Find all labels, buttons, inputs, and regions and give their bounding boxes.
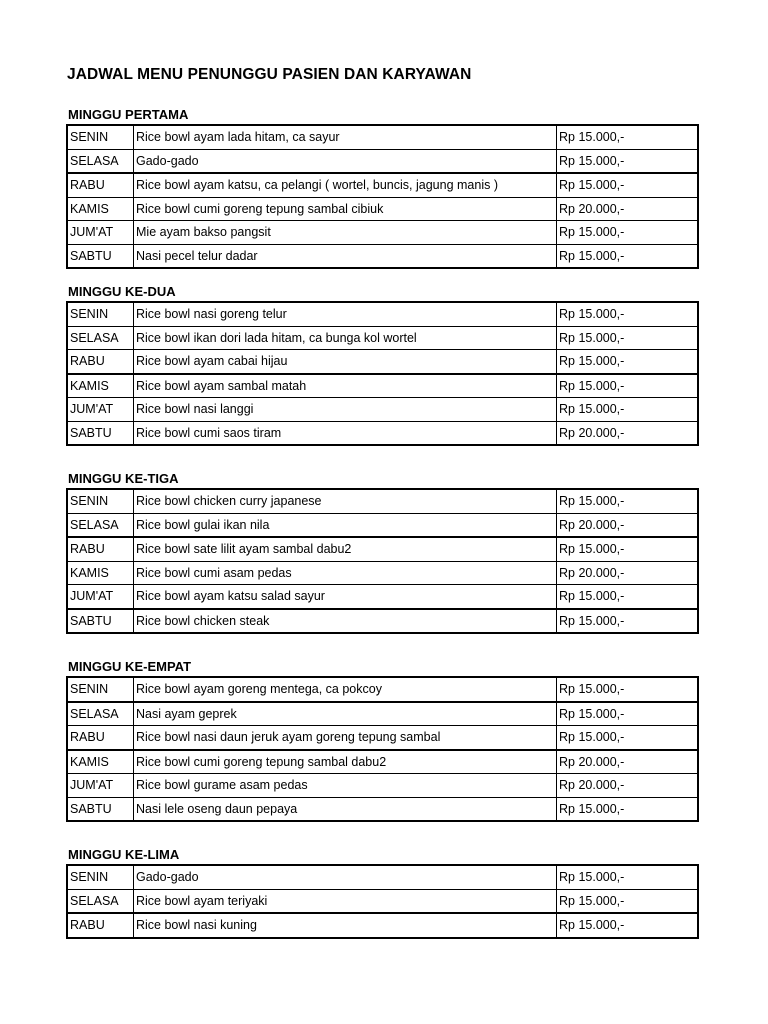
day-cell: KAMIS xyxy=(67,197,134,221)
table-row xyxy=(67,774,698,798)
day-cell: SELASA xyxy=(67,513,134,537)
price-cell: Rp 20.000,- xyxy=(557,197,699,221)
menu-table xyxy=(66,124,699,269)
table-row xyxy=(67,374,698,398)
price-cell: Rp 15.000,- xyxy=(557,609,699,634)
menu-cell: Nasi lele oseng daun pepaya xyxy=(134,797,557,821)
table-row xyxy=(67,125,698,149)
menu-table xyxy=(66,864,699,939)
price-cell: Rp 15.000,- xyxy=(557,913,699,938)
price-cell: Rp 15.000,- xyxy=(557,221,699,245)
day-cell: SELASA xyxy=(67,889,134,913)
price-cell: Rp 15.000,- xyxy=(557,677,699,702)
menu-cell: Rice bowl cumi goreng tepung sambal cibiuk xyxy=(134,197,557,221)
day-cell: JUM'AT xyxy=(67,398,134,422)
table-row xyxy=(67,513,698,537)
price-cell: Rp 15.000,- xyxy=(557,726,699,750)
table-row xyxy=(67,326,698,350)
menu-cell: Gado-gado xyxy=(134,149,557,173)
day-cell: SELASA xyxy=(67,326,134,350)
table-row xyxy=(67,702,698,726)
price-cell: Rp 20.000,- xyxy=(557,774,699,798)
day-cell: KAMIS xyxy=(67,750,134,774)
menu-cell: Nasi pecel telur dadar xyxy=(134,244,557,268)
menu-cell: Rice bowl cumi saos tiram xyxy=(134,421,557,445)
price-cell: Rp 15.000,- xyxy=(557,889,699,913)
table-row xyxy=(67,537,698,561)
menu-cell: Rice bowl ayam goreng mentega, ca pokcoy xyxy=(134,677,557,702)
day-cell: SENIN xyxy=(67,489,134,513)
price-cell: Rp 15.000,- xyxy=(557,350,699,374)
day-cell: SENIN xyxy=(67,677,134,702)
price-cell: Rp 15.000,- xyxy=(557,797,699,821)
price-cell: Rp 15.000,- xyxy=(557,489,699,513)
day-cell: JUM'AT xyxy=(67,221,134,245)
week-section xyxy=(66,283,698,446)
table-row xyxy=(67,244,698,268)
menu-cell: Rice bowl nasi daun jeruk ayam goreng tepung sambal xyxy=(134,726,557,750)
menu-cell: Rice bowl nasi kuning xyxy=(134,913,557,938)
table-row xyxy=(67,750,698,774)
day-cell: KAMIS xyxy=(67,561,134,585)
day-cell: RABU xyxy=(67,350,134,374)
price-cell: Rp 15.000,- xyxy=(557,374,699,398)
table-row xyxy=(67,726,698,750)
day-cell: SENIN xyxy=(67,865,134,889)
menu-cell: Rice bowl cumi asam pedas xyxy=(134,561,557,585)
menu-table xyxy=(66,488,699,634)
price-cell: Rp 15.000,- xyxy=(557,326,699,350)
document-title: JADWAL MENU PENUNGGU PASIEN DAN KARYAWAN xyxy=(67,66,472,83)
price-cell: Rp 15.000,- xyxy=(557,244,699,268)
week-section xyxy=(66,470,698,634)
price-cell: Rp 15.000,- xyxy=(557,702,699,726)
table-row xyxy=(67,489,698,513)
menu-cell: Rice bowl chicken steak xyxy=(134,609,557,634)
menu-table xyxy=(66,301,699,446)
table-row xyxy=(67,149,698,173)
table-row xyxy=(67,889,698,913)
week-title: MINGGU KE-LIMA xyxy=(68,847,180,862)
table-row xyxy=(67,421,698,445)
price-cell: Rp 20.000,- xyxy=(557,561,699,585)
table-row xyxy=(67,173,698,197)
day-cell: RABU xyxy=(67,726,134,750)
day-cell: SENIN xyxy=(67,302,134,326)
day-cell: SENIN xyxy=(67,125,134,149)
price-cell: Rp 15.000,- xyxy=(557,125,699,149)
day-cell: RABU xyxy=(67,173,134,197)
day-cell: JUM'AT xyxy=(67,774,134,798)
menu-cell: Mie ayam bakso pangsit xyxy=(134,221,557,245)
price-cell: Rp 15.000,- xyxy=(557,149,699,173)
week-section xyxy=(66,106,698,269)
table-row xyxy=(67,350,698,374)
menu-cell: Rice bowl sate lilit ayam sambal dabu2 xyxy=(134,537,557,561)
table-row xyxy=(67,561,698,585)
day-cell: SABTU xyxy=(67,244,134,268)
menu-cell: Rice bowl nasi goreng telur xyxy=(134,302,557,326)
menu-cell: Rice bowl nasi langgi xyxy=(134,398,557,422)
menu-cell: Rice bowl chicken curry japanese xyxy=(134,489,557,513)
day-cell: RABU xyxy=(67,537,134,561)
table-row xyxy=(67,609,698,634)
table-row xyxy=(67,865,698,889)
menu-table xyxy=(66,676,699,822)
week-title: MINGGU KE-DUA xyxy=(68,284,176,299)
table-row xyxy=(67,302,698,326)
menu-cell: Rice bowl ayam sambal matah xyxy=(134,374,557,398)
menu-cell: Rice bowl gulai ikan nila xyxy=(134,513,557,537)
table-row xyxy=(67,677,698,702)
price-cell: Rp 20.000,- xyxy=(557,513,699,537)
day-cell: KAMIS xyxy=(67,374,134,398)
table-row xyxy=(67,197,698,221)
price-cell: Rp 20.000,- xyxy=(557,421,699,445)
week-title: MINGGU KE-EMPAT xyxy=(68,659,192,674)
price-cell: Rp 15.000,- xyxy=(557,398,699,422)
table-row xyxy=(67,913,698,938)
menu-cell: Nasi ayam geprek xyxy=(134,702,557,726)
day-cell: SABTU xyxy=(67,797,134,821)
menu-cell: Rice bowl ayam katsu salad sayur xyxy=(134,585,557,609)
table-row xyxy=(67,221,698,245)
price-cell: Rp 15.000,- xyxy=(557,585,699,609)
table-row xyxy=(67,797,698,821)
day-cell: RABU xyxy=(67,913,134,938)
week-section xyxy=(66,658,698,822)
week-section xyxy=(66,846,698,939)
menu-cell: Rice bowl ayam cabai hijau xyxy=(134,350,557,374)
menu-cell: Rice bowl cumi goreng tepung sambal dabu2 xyxy=(134,750,557,774)
price-cell: Rp 15.000,- xyxy=(557,173,699,197)
day-cell: SABTU xyxy=(67,609,134,634)
menu-cell: Rice bowl ikan dori lada hitam, ca bunga kol wortel xyxy=(134,326,557,350)
table-row xyxy=(67,398,698,422)
menu-cell: Rice bowl gurame asam pedas xyxy=(134,774,557,798)
price-cell: Rp 20.000,- xyxy=(557,750,699,774)
day-cell: SELASA xyxy=(67,702,134,726)
price-cell: Rp 15.000,- xyxy=(557,537,699,561)
day-cell: SELASA xyxy=(67,149,134,173)
week-title: MINGGU PERTAMA xyxy=(68,107,189,122)
table-row xyxy=(67,585,698,609)
day-cell: JUM'AT xyxy=(67,585,134,609)
menu-cell: Rice bowl ayam lada hitam, ca sayur xyxy=(134,125,557,149)
menu-cell: Rice bowl ayam katsu, ca pelangi ( wortel, buncis, jagung manis ) xyxy=(134,173,557,197)
week-title: MINGGU KE-TIGA xyxy=(68,471,179,486)
day-cell: SABTU xyxy=(67,421,134,445)
menu-cell: Gado-gado xyxy=(134,865,557,889)
menu-cell: Rice bowl ayam teriyaki xyxy=(134,889,557,913)
price-cell: Rp 15.000,- xyxy=(557,302,699,326)
price-cell: Rp 15.000,- xyxy=(557,865,699,889)
